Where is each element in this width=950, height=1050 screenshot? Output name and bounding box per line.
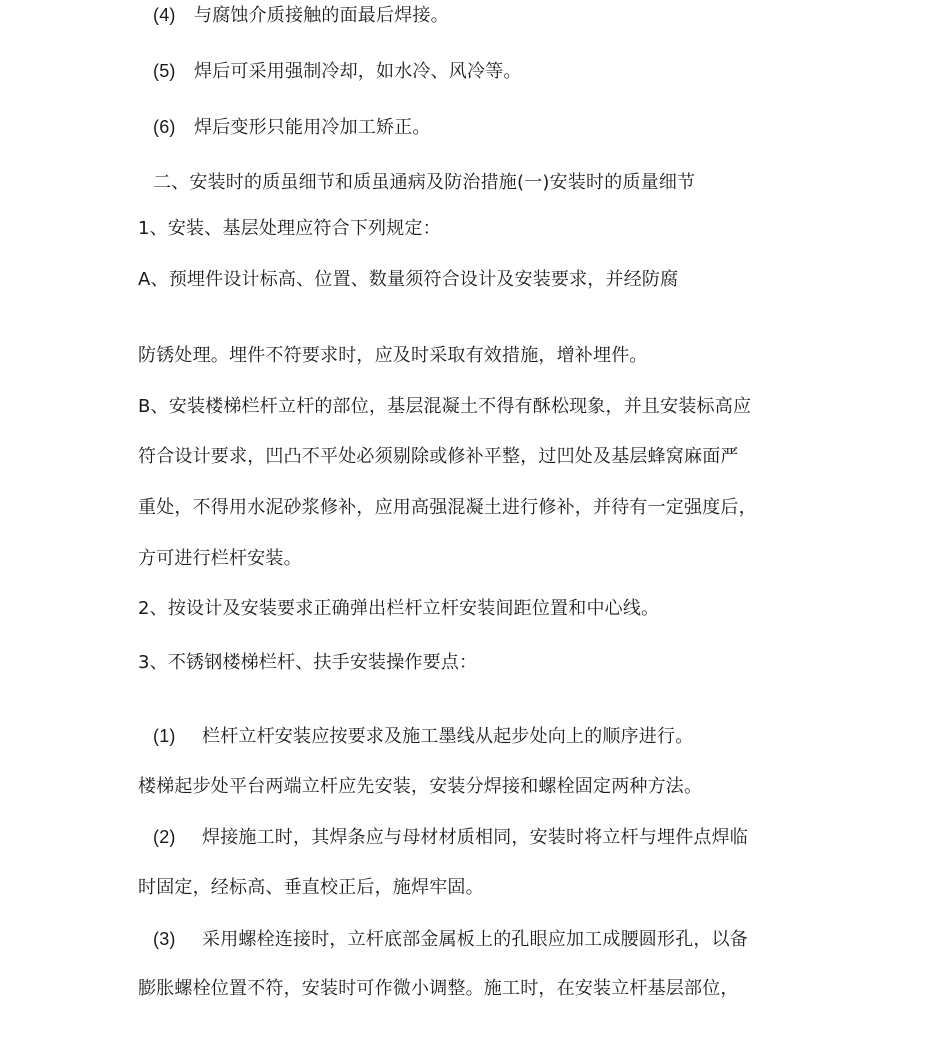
paragraph-line: 防锈处理。埋件不符要求时，应及时采取有效措施，增补埋件。 <box>138 345 648 366</box>
item-number: (4) <box>153 5 176 25</box>
paragraph-line: 方可进行栏杆安装。 <box>138 548 302 569</box>
list-item-4 <box>153 3 449 28</box>
paragraph-line: 重处，不得用水泥砂浆修补，应用高强混凝土进行修补，并待有一定强度后， <box>138 497 757 518</box>
list-item-1 <box>153 724 693 749</box>
list-item-2 <box>153 825 748 850</box>
list-item-5 <box>153 59 522 84</box>
item-text: 焊后变形只能用冷加工矫正。 <box>194 117 431 138</box>
item-text: 焊后可采用强制冷却，如水冷、风冷等。 <box>194 61 522 82</box>
paragraph-line: 楼梯起步处平台两端立杆应先安装，安装分焊接和螺栓固定两种方法。 <box>138 776 703 797</box>
item-text: 栏杆立杆安装应按要求及施工墨线从起步处向上的顺序进行。 <box>202 726 694 747</box>
paragraph-line: 1、安装、基层处理应符合下列规定： <box>138 218 441 239</box>
item-text: 与腐蚀介质接触的面最后焊接。 <box>194 5 449 26</box>
item-number: (6) <box>153 117 176 137</box>
item-number: (3) <box>153 929 176 949</box>
list-item-6 <box>153 115 431 140</box>
paragraph-line: A、预埋件设计标高、位置、数量须符合设计及安装要求，并经防腐 <box>138 269 679 290</box>
paragraph-line: 3、不锈钢楼梯栏杆、扶手安装操作要点： <box>138 652 478 673</box>
list-item-3 <box>153 927 748 952</box>
item-number: (5) <box>153 61 176 81</box>
section-heading: 二、安装时的质虽细节和质虽通病及防治措施(一)安装时的质量细节 <box>153 172 696 193</box>
item-number: (2) <box>153 827 176 847</box>
paragraph-line: 2、按设计及安装要求正确弹出栏杆立杆安装间距位置和中心线。 <box>138 598 660 619</box>
item-number: (1) <box>153 726 176 746</box>
paragraph-line: 膨胀螺栓位置不符，安装时可作微小调整。施工时，在安装立杆基层部位， <box>138 978 739 999</box>
item-text: 采用螺栓连接时，立杆底部金属板上的孔眼应加工成腰圆形孔，以备 <box>202 929 748 950</box>
paragraph-line: B、安装楼梯栏杆立杆的部位，基层混凝土不得有酥松现象，并且安装标高应 <box>138 396 752 417</box>
paragraph-line: 时固定，经标高、垂直校正后，施焊牢固。 <box>138 877 484 898</box>
item-text: 焊接施工时，其焊条应与母材材质相同，安装时将立杆与埋件点焊临 <box>202 827 748 848</box>
paragraph-line: 符合设计要求，凹凸不平处必须剔除或修补平整，过凹处及基层蜂窝麻面严 <box>138 446 739 467</box>
